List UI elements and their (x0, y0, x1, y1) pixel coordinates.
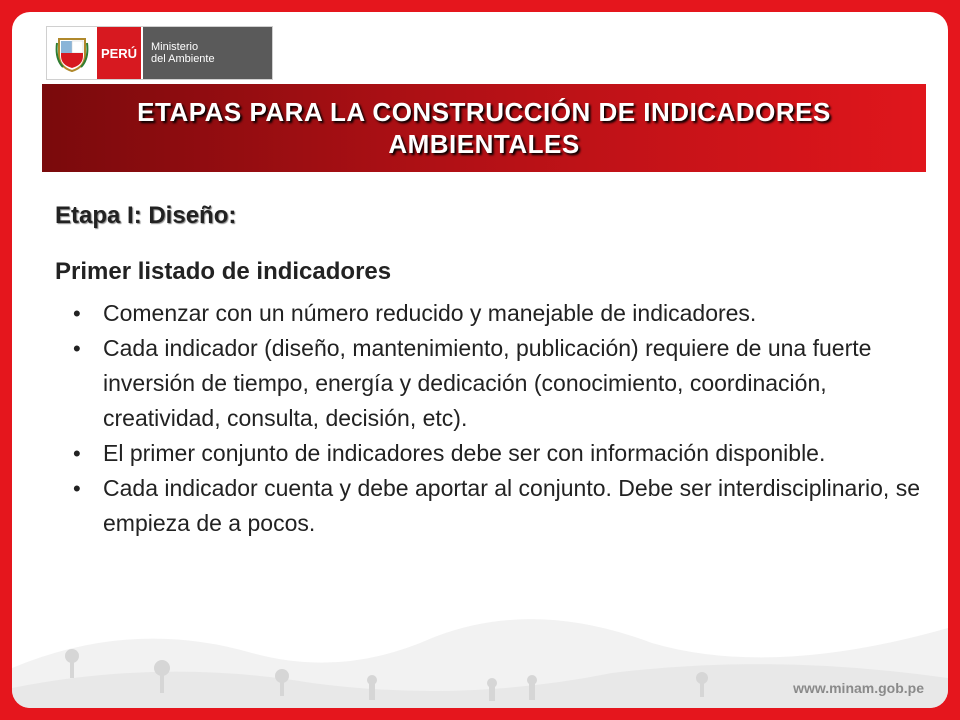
bullet-list (55, 296, 925, 541)
ministry-line2: del Ambiente (151, 53, 215, 65)
bullet-icon: • (73, 301, 81, 326)
list-item (55, 471, 925, 541)
list-item (55, 296, 925, 331)
title-banner (42, 84, 926, 172)
coat-of-arms-icon (47, 27, 97, 79)
slide (12, 12, 948, 708)
stage-title: Etapa I: Diseño: (55, 202, 237, 229)
bullet-text: El primer conjunto de indicadores debe ser con información disponible. (103, 440, 826, 466)
ministry-label (143, 27, 272, 79)
bullet-text: Cada indicador cuenta y debe aportar al conjunto. Debe ser interdisciplinario, se empieza de a pocos. (103, 475, 920, 536)
bullet-icon: • (73, 336, 81, 361)
list-item (55, 436, 925, 471)
bullet-text: Comenzar con un número reducido y manejable de indicadores. (103, 300, 757, 326)
banner-line2: AMBIENTALES (388, 129, 580, 159)
ministry-logo (46, 26, 273, 80)
bullet-text: Cada indicador (diseño, mantenimiento, publicación) requiere de una fuerte inversión de tiempo, energía y dedicación (conocimiento, coordinación, creatividad, consulta, decisión, etc). (103, 335, 872, 431)
bullet-icon: • (73, 476, 81, 501)
bullet-icon: • (73, 441, 81, 466)
banner-line1: ETAPAS PARA LA CONSTRUCCIÓN DE INDICADORES (137, 97, 831, 127)
list-item (55, 331, 925, 436)
footer-url: www.minam.gob.pe (793, 680, 924, 696)
ministry-line1: Ministerio (151, 41, 199, 53)
section-subtitle: Primer listado de indicadores (55, 258, 392, 285)
peru-label: PERÚ (97, 27, 143, 79)
